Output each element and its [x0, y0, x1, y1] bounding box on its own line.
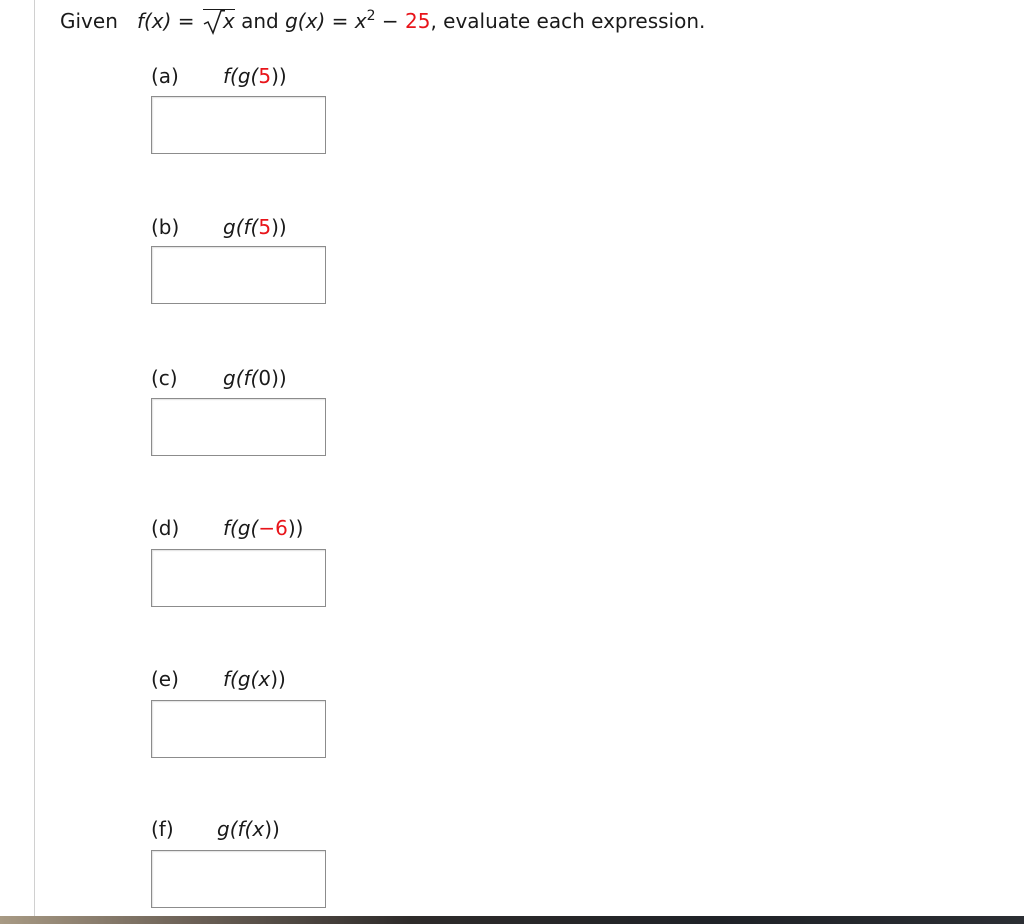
part-a-prompt — [151, 63, 751, 89]
part-label: (d) — [151, 516, 180, 540]
part-b-prompt — [151, 214, 751, 240]
g-definition-name: g(x) — [285, 9, 326, 33]
expr-post: )) — [271, 215, 287, 239]
desktop-background-strip — [0, 916, 1024, 924]
part-e — [151, 666, 751, 692]
part-expression — [217, 817, 280, 841]
answer-input-e[interactable] — [151, 700, 326, 758]
radical-sign-icon — [203, 10, 225, 36]
expr-pre: f(g( — [223, 516, 259, 540]
part-label: (b) — [151, 215, 180, 239]
part-f — [151, 816, 751, 842]
answer-input-f[interactable] — [151, 850, 326, 908]
expr-post: )) — [270, 667, 286, 691]
expr-post: )) — [271, 366, 287, 390]
expr-arg: 5 — [258, 215, 272, 239]
part-label: (f) — [151, 817, 174, 841]
part-c — [151, 365, 751, 391]
part-expression — [223, 215, 287, 239]
part-label: (a) — [151, 64, 179, 88]
expr-pre: g(f( — [223, 366, 259, 390]
part-expression — [223, 366, 287, 390]
answer-input-c[interactable] — [151, 398, 326, 456]
part-expression — [223, 516, 303, 540]
expr-arg: 5 — [258, 64, 272, 88]
f-definition-name: f(x) — [136, 9, 172, 33]
part-c-prompt — [151, 365, 751, 391]
answer-input-a[interactable] — [151, 96, 326, 154]
part-b — [151, 214, 751, 240]
part-expression — [223, 667, 286, 691]
expr-post: )) — [271, 64, 287, 88]
expr-pre: f(g( — [223, 667, 259, 691]
left-divider — [34, 0, 35, 916]
g-exponent: 2 — [366, 8, 376, 24]
answer-input-b[interactable] — [151, 246, 326, 304]
question-lead: Given — [60, 9, 118, 33]
part-e-prompt — [151, 666, 751, 692]
answer-input-d[interactable] — [151, 549, 326, 607]
square-root — [203, 8, 235, 34]
equals-sign-2: = — [325, 9, 355, 33]
part-d — [151, 515, 751, 541]
part-expression — [223, 64, 287, 88]
expr-arg: 0 — [258, 366, 272, 390]
and-text: and — [234, 9, 286, 33]
expr-arg: x — [252, 817, 265, 841]
minus-sign: − — [375, 9, 405, 33]
g-base-var: x — [354, 9, 367, 33]
expr-pre: g(f( — [217, 817, 253, 841]
question-text — [60, 8, 705, 34]
part-label: (c) — [151, 366, 178, 390]
expr-pre: f(g( — [223, 64, 259, 88]
expr-pre: g(f( — [223, 215, 259, 239]
part-a — [151, 63, 751, 89]
part-label: (e) — [151, 667, 179, 691]
expr-arg: x — [258, 667, 271, 691]
part-f-prompt — [151, 816, 751, 842]
expr-post: )) — [287, 516, 304, 540]
question-tail: , evaluate each expression. — [430, 9, 706, 33]
equals-sign-1: = — [171, 9, 201, 33]
expr-arg: −6 — [258, 516, 288, 540]
expr-post: )) — [264, 817, 280, 841]
constant-value: 25 — [404, 9, 431, 33]
part-d-prompt — [151, 515, 751, 541]
sqrt-radicand: x — [203, 9, 235, 32]
